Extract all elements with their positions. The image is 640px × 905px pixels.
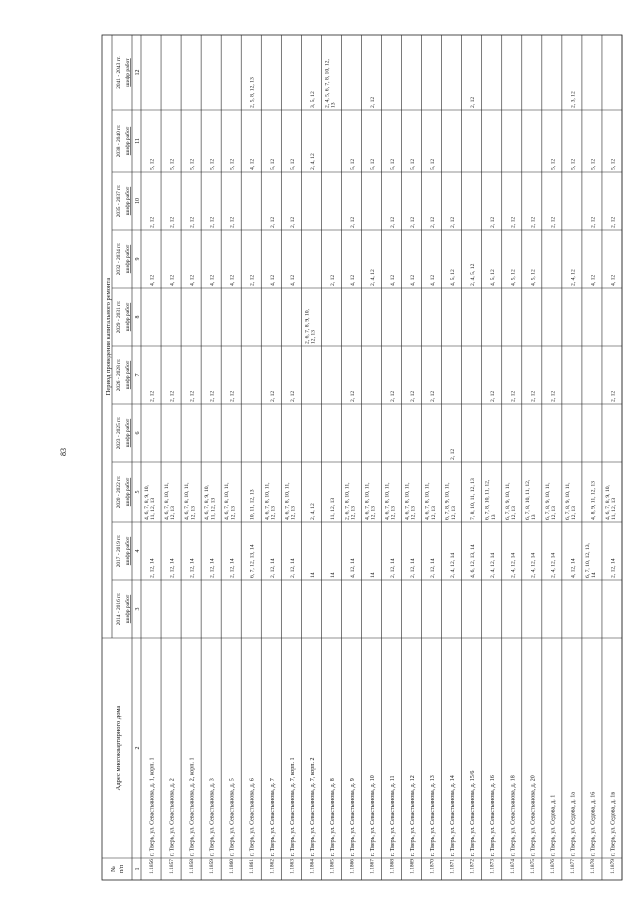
row-cell: 2, 12 <box>289 216 296 228</box>
row-number: 1.1860 <box>229 859 236 874</box>
row-number: 1.1863 <box>289 859 296 874</box>
row-cell: 2, 4, 12, 14 <box>510 552 517 578</box>
row-address: г. Тверь, ул. Севастьянова, д. 9 <box>349 778 356 856</box>
row-cell: 2, 12 <box>470 96 477 108</box>
row-cell: 4, 12 <box>149 274 156 286</box>
column-number: 4 <box>135 549 141 553</box>
row-cell: 4, 6, 7, 8, 10, 11, <box>264 482 271 520</box>
row-cell: 2, 12 <box>430 390 437 402</box>
row-cell: 12, 13 <box>430 506 437 520</box>
row-cell: 2, 4, 12 <box>309 503 316 520</box>
row-cell: 2, 4, 12, 14 <box>530 552 537 578</box>
row-number: 1.1867 <box>369 859 376 874</box>
row-cell: 5, 12 <box>590 158 597 170</box>
row-cell: 2, 12, 14 <box>390 558 397 578</box>
row-cell: 2, 12, 14 <box>610 558 617 578</box>
row-cell: 4, 6, 7, 8, 9, 10, <box>604 485 611 520</box>
column-number: 3 <box>135 607 141 611</box>
row-cell: 4, 12 <box>209 274 216 286</box>
column-number: 5 <box>135 490 141 494</box>
row-cell: 4, 12 <box>169 274 176 286</box>
row-cell: 12, 13 <box>370 506 377 520</box>
header-period-label: Период проведения капитального ремонта <box>105 277 112 396</box>
row-cell: 12, 13 <box>450 506 457 520</box>
row-cell: 5, 12 <box>550 158 557 170</box>
column-number: 2 <box>135 746 141 750</box>
table-border <box>102 35 622 880</box>
row-cell: 6, 7, 8, 10, 11, 12, <box>484 479 491 520</box>
row-cell: 4, 12 <box>249 158 256 170</box>
row-cell: 14 <box>309 572 316 578</box>
row-cell: 4, 12 <box>590 274 597 286</box>
row-number: 1.1858 <box>189 859 196 874</box>
header-address-label: Адрес многоквартирного дома <box>115 705 122 791</box>
row-cell: 2, 12, 14 <box>269 558 276 578</box>
row-cell: 14 <box>369 572 376 578</box>
row-cell: 2, 12 <box>149 216 156 228</box>
header-period-years: 2020 - 2022 гг. <box>116 475 122 509</box>
row-cell: 2, 4, 12, 14 <box>490 552 497 578</box>
row-cell: 2, 12 <box>329 274 336 286</box>
row-cell: 2, 12 <box>550 216 557 228</box>
row-cell: 2, 12, 14 <box>169 558 176 578</box>
row-cell: 2, 4, 12, 14 <box>550 552 557 578</box>
header-period-years: 2038 - 2040 гг. <box>116 124 122 158</box>
row-address: г. Тверь, ул. Севастьянова, д. 10 <box>369 775 376 856</box>
column-number: 12 <box>135 69 141 76</box>
row-cell: 4, 12 <box>610 274 617 286</box>
row-address: г. Тверь, ул. Севастьянова, д. 18 <box>510 775 517 856</box>
row-cell: 4, 6, 7, 8, 10, 11, <box>284 482 291 520</box>
row-cell: 4, 5, 12 <box>530 269 537 286</box>
row-cell: 4, 12 <box>189 274 196 286</box>
row-cell: 2, 12, 14 <box>189 558 196 578</box>
row-number: 1.1862 <box>269 859 276 874</box>
column-number: 6 <box>135 431 141 435</box>
row-cell: 12, 13 <box>170 506 177 520</box>
header-period-years: 2041 - 2043 гг. <box>116 56 122 89</box>
row-number: 1.1868 <box>389 859 396 874</box>
row-cell: 12, 13 <box>190 506 197 520</box>
row-cell: 2, 12 <box>450 448 457 460</box>
row-cell: 4, 6, 7, 8, 10, 11, <box>184 482 191 520</box>
row-cell: 5, 12 <box>289 158 296 170</box>
row-number: 1.1870 <box>429 859 436 874</box>
row-address: г. Тверь, ул. Севастьянова, д. 14 <box>450 775 457 856</box>
row-cell: 11, 12, 13 <box>611 497 618 520</box>
row-cell: 2, 4, 5, 6, 7, 8, 10, 12, <box>324 59 331 108</box>
row-cell: 2, 12, 14 <box>289 558 296 578</box>
row-cell: 12, 13 <box>310 330 317 344</box>
row-cell: 4, 5, 12 <box>490 269 497 286</box>
header-period-years: 2032 - 2034 гг. <box>116 242 122 276</box>
row-cell: 6, 7, 8, 9, 10, 11, <box>504 482 511 520</box>
row-address: г. Тверь, ул. Севастьянова, д. 7, корп. 2 <box>309 757 316 856</box>
row-cell: 5, 12 <box>430 158 437 170</box>
page-number: 83 <box>59 448 68 456</box>
row-cell: 4, 5, 12 <box>450 269 457 286</box>
row-cell: 11, 12, 13 <box>210 497 217 520</box>
row-cell: 5, 12 <box>390 158 397 170</box>
row-address: г. Тверь, ул. Севастьянова, д. 15/6 <box>470 770 477 856</box>
row-cell: 2, 12 <box>490 390 497 402</box>
row-cell: 12, 13 <box>410 506 417 520</box>
row-cell: 6, 7, 8, 9, 10, 11, <box>444 482 451 520</box>
row-cell: 2, 12 <box>229 390 236 402</box>
row-cell: 5, 12 <box>189 158 196 170</box>
row-cell: 12, 13 <box>390 506 397 520</box>
row-cell: 4, 12 <box>390 274 397 286</box>
row-cell: 13 <box>330 102 337 108</box>
row-cell: 2, 12 <box>410 390 417 402</box>
row-number: 1.1872 <box>469 859 476 874</box>
row-cell: 2, 12 <box>510 390 517 402</box>
row-cell: 4, 6, 7, 8, 10, 11, <box>384 482 391 520</box>
row-cell: 2, 12 <box>590 216 597 228</box>
column-number: 8 <box>135 315 141 319</box>
column-number: 1 <box>135 867 141 871</box>
row-cell: 12, 13 <box>551 506 558 520</box>
row-cell: 12, 13 <box>230 506 237 520</box>
row-cell: 2, 4, 12 <box>570 269 577 286</box>
row-cell: 6, 7, 12, 13, 14 <box>249 544 256 578</box>
row-cell: 2, 12 <box>349 216 356 228</box>
row-number: 1.1857 <box>169 859 176 874</box>
row-cell: 2, 12 <box>349 390 356 402</box>
row-cell: 2, 12 <box>450 216 457 228</box>
row-cell: 2, 12 <box>169 216 176 228</box>
row-number: 1.1875 <box>529 859 536 874</box>
row-cell: 11, 12, 13 <box>150 497 157 520</box>
row-cell: 4, 12 <box>289 274 296 286</box>
row-number: 1.1879 <box>609 859 616 874</box>
row-cell: 2, 12 <box>410 216 417 228</box>
header-period-sub: шифр работ <box>125 477 131 507</box>
row-cell: 2, 12, 14 <box>229 558 236 578</box>
row-number: 1.1856 <box>149 859 156 874</box>
row-cell: 6, 7, 8, 10, 11, 12, <box>524 479 531 520</box>
header-period-sub: шифр работ <box>125 58 131 87</box>
row-cell: 4, 12 <box>410 274 417 286</box>
row-cell: 2, 12 <box>369 96 376 108</box>
row-cell: 4, 12 <box>430 274 437 286</box>
row-cell: 7, 8, 10, 11, 12, 13 <box>470 478 477 520</box>
row-cell: 2, 12 <box>430 216 437 228</box>
row-cell: 2, 12, 14 <box>209 558 216 578</box>
row-cell: 4, 6, 7, 8, 9, 10, <box>204 485 211 520</box>
row-cell: 6, 7, 10, 12, 13, <box>584 543 591 578</box>
row-cell: 2, 12, 14 <box>149 558 156 578</box>
row-cell: 2, 4, 5, 12 <box>470 263 477 286</box>
row-cell: 2, 12 <box>209 390 216 402</box>
row-address: г. Тверь, ул. Севастьянова, д. 12 <box>410 775 417 856</box>
row-number: 1.1878 <box>589 859 596 874</box>
header-period-years: 2014 - 2016 гг. <box>116 592 122 626</box>
header-period-sub: шифр работ <box>125 244 131 274</box>
row-cell: 2, 5, 8, 12, 13 <box>249 77 256 108</box>
row-cell: 2, 12 <box>530 390 537 402</box>
row-address: г. Тверь, ул. Севастьянова, д. 5 <box>229 778 236 856</box>
row-cell: 2, 12 <box>390 216 397 228</box>
header-period-sub: шифр работ <box>125 302 131 332</box>
header-period-sub: шифр работ <box>125 360 131 390</box>
row-number: 1.1865 <box>329 859 336 874</box>
row-number: 1.1877 <box>569 859 576 874</box>
header-period-sub: шифр работ <box>125 418 131 448</box>
row-address: г. Тверь, ул. Севастьянова, д. 7, корп. 1 <box>289 757 296 856</box>
row-cell: 4, 6, 7, 8, 10, 11, <box>424 482 431 520</box>
row-cell: 5, 12 <box>410 158 417 170</box>
row-cell: 2, 12 <box>209 216 216 228</box>
row-cell: 12, 13 <box>290 506 297 520</box>
row-cell: 4, 6, 7, 8, 9, 10, <box>144 485 150 520</box>
header-period-years: 2035 - 2037 гг. <box>116 184 122 218</box>
row-address: г. Тверь, ул. Севастьянова, д. 3 <box>209 778 216 856</box>
row-cell: 5, 12 <box>269 158 276 170</box>
row-cell: 2, 12 <box>610 216 617 228</box>
row-cell: 2, 12 <box>249 274 256 286</box>
row-cell: 4, 12, 14 <box>349 558 356 578</box>
column-number: 11 <box>135 138 141 144</box>
row-address: г. Тверь, ул. Седова, д. 1в <box>610 791 617 856</box>
row-cell: 5, 12 <box>229 158 236 170</box>
row-number: 1.1869 <box>409 859 416 874</box>
row-address: г. Тверь, ул. Севастьянова, д. 11 <box>390 775 397 856</box>
row-cell: 3, 5, 12 <box>309 91 316 108</box>
row-cell: 11, 12, 13 <box>329 497 336 520</box>
row-cell: 2, 12 <box>490 216 497 228</box>
row-address: г. Тверь, ул. Севастьянова, д. 2, корп. 1 <box>189 757 196 856</box>
row-cell: 2, 12 <box>550 390 557 402</box>
header-period-years: 2026 - 2028 гг. <box>116 358 122 392</box>
row-number: 1.1873 <box>489 859 496 874</box>
row-address: г. Тверь, ул. Севастьянова, д. 16 <box>490 775 497 856</box>
row-cell: 2, 12 <box>189 390 196 402</box>
row-cell: 5, 12 <box>149 158 156 170</box>
row-cell: 2, 12 <box>610 390 617 402</box>
row-cell: 12, 13 <box>571 506 578 520</box>
row-cell: 4, 12 <box>349 274 356 286</box>
row-number: 1.1874 <box>509 859 516 874</box>
row-number: 1.1859 <box>209 859 216 874</box>
row-cell: 4, 12 <box>269 274 276 286</box>
row-cell: 12, 13 <box>270 506 277 520</box>
row-cell: 4, 12 <box>229 274 236 286</box>
column-number: 7 <box>135 373 141 377</box>
row-cell: 2, 12, 14 <box>430 558 437 578</box>
row-cell: 2, 12 <box>229 216 236 228</box>
column-number: 9 <box>135 257 141 261</box>
row-cell: 2, 6, 7, 8, 9, 10, <box>304 309 311 344</box>
row-cell: 4, 12, 14 <box>570 558 577 578</box>
row-cell: 4, 6, 7, 8, 10, 11, <box>364 482 371 520</box>
row-cell: 4, 8, 9, 11, 12, 13 <box>590 481 597 520</box>
row-cell: 4, 5, 12 <box>510 269 517 286</box>
header-period-sub: шифр работ <box>125 594 131 624</box>
table-group <box>102 35 622 880</box>
row-cell: 2, 12 <box>530 216 537 228</box>
header-period-sub: шифр работ <box>125 186 131 216</box>
row-address: г. Тверь, ул. Седова, д. 1а <box>570 792 577 856</box>
row-address: г. Тверь, ул. Севастьянова, д. 20 <box>530 775 537 856</box>
row-cell: 2, 4, 12 <box>309 153 316 170</box>
row-cell: 2, 12 <box>269 216 276 228</box>
row-number: 1.1871 <box>449 859 456 874</box>
header-num-label: № <box>111 866 117 872</box>
column-number: 10 <box>135 198 141 204</box>
row-cell: 6, 7, 8, 9, 10, 11, <box>564 482 571 520</box>
row-cell: 2, 12 <box>169 390 176 402</box>
row-cell: 2, 12 <box>189 216 196 228</box>
row-address: г. Тверь, ул. Седова, д. 1 <box>550 794 557 856</box>
header-period-sub: шифр работ <box>125 536 131 566</box>
row-cell: 5, 12 <box>349 158 356 170</box>
header-period-sub: шифр работ <box>125 126 131 156</box>
header-num-label: п/п <box>119 864 125 874</box>
row-cell: 6, 7, 8, 9, 10, 11, <box>544 482 551 520</box>
row-cell: 2, 4, 12 <box>369 269 376 286</box>
row-cell: 4, 6, 7, 8, 10, 11, <box>164 482 171 520</box>
row-cell: 2, 12 <box>510 216 517 228</box>
row-cell: 5, 12 <box>610 158 617 170</box>
header-period-years: 2029 - 2031 гг. <box>116 300 122 334</box>
row-number: 1.1866 <box>349 859 356 874</box>
row-cell: 5, 12 <box>369 158 376 170</box>
row-cell: 2, 6, 7, 8, 10, 11, <box>344 482 351 520</box>
row-cell: 2, 12 <box>289 390 296 402</box>
row-cell: 2, 4, 12, 14 <box>450 552 457 578</box>
row-number: 1.1861 <box>249 859 256 874</box>
row-cell: 4, 6, 7, 8, 10, 11, <box>404 482 411 520</box>
row-cell: 12, 13 <box>350 506 357 520</box>
row-address: г. Тверь, ул. Севастьянова, д. 6 <box>249 778 256 856</box>
row-cell: 2, 12 <box>269 390 276 402</box>
row-cell: 14 <box>591 572 598 578</box>
row-cell: 2, 12 <box>149 390 156 402</box>
row-address: г. Тверь, ул. Седова, д. 16 <box>590 791 597 856</box>
row-address: г. Тверь, ул. Севастьянова, д. 7 <box>269 778 276 856</box>
row-cell: 4, 6, 7, 8, 10, 11, <box>224 482 231 520</box>
row-cell: 14 <box>329 572 336 578</box>
row-cell: 5, 12 <box>169 158 176 170</box>
row-cell: 4, 6, 12, 13, 14 <box>470 544 477 578</box>
row-cell: 2, 12 <box>390 390 397 402</box>
row-cell: 2, 12, 14 <box>410 558 417 578</box>
row-cell: 5, 12 <box>209 158 216 170</box>
row-cell: 5, 12 <box>570 158 577 170</box>
row-address: г. Тверь, ул. Севастьянова, д. 2 <box>169 778 176 856</box>
row-address: г. Тверь, ул. Севастьянова, д. 13 <box>430 775 437 856</box>
row-number: 1.1876 <box>549 859 556 874</box>
row-cell: 10, 11, 12, 13 <box>249 489 256 520</box>
row-cell: 13 <box>490 514 497 520</box>
row-address: г. Тверь, ул. Севастьянова, д. 1, корп. 1 <box>149 757 156 856</box>
row-cell: 2, 3, 12 <box>570 91 577 108</box>
header-period-years: 2017 - 2019 гг. <box>116 534 122 568</box>
row-number: 1.1864 <box>309 859 316 874</box>
header-period-years: 2023 - 2025 гг. <box>116 416 122 450</box>
row-address: г. Тверь, ул. Севастьянова, д. 8 <box>329 778 336 856</box>
row-cell: 12, 13 <box>510 506 517 520</box>
row-cell: 13 <box>530 514 537 520</box>
